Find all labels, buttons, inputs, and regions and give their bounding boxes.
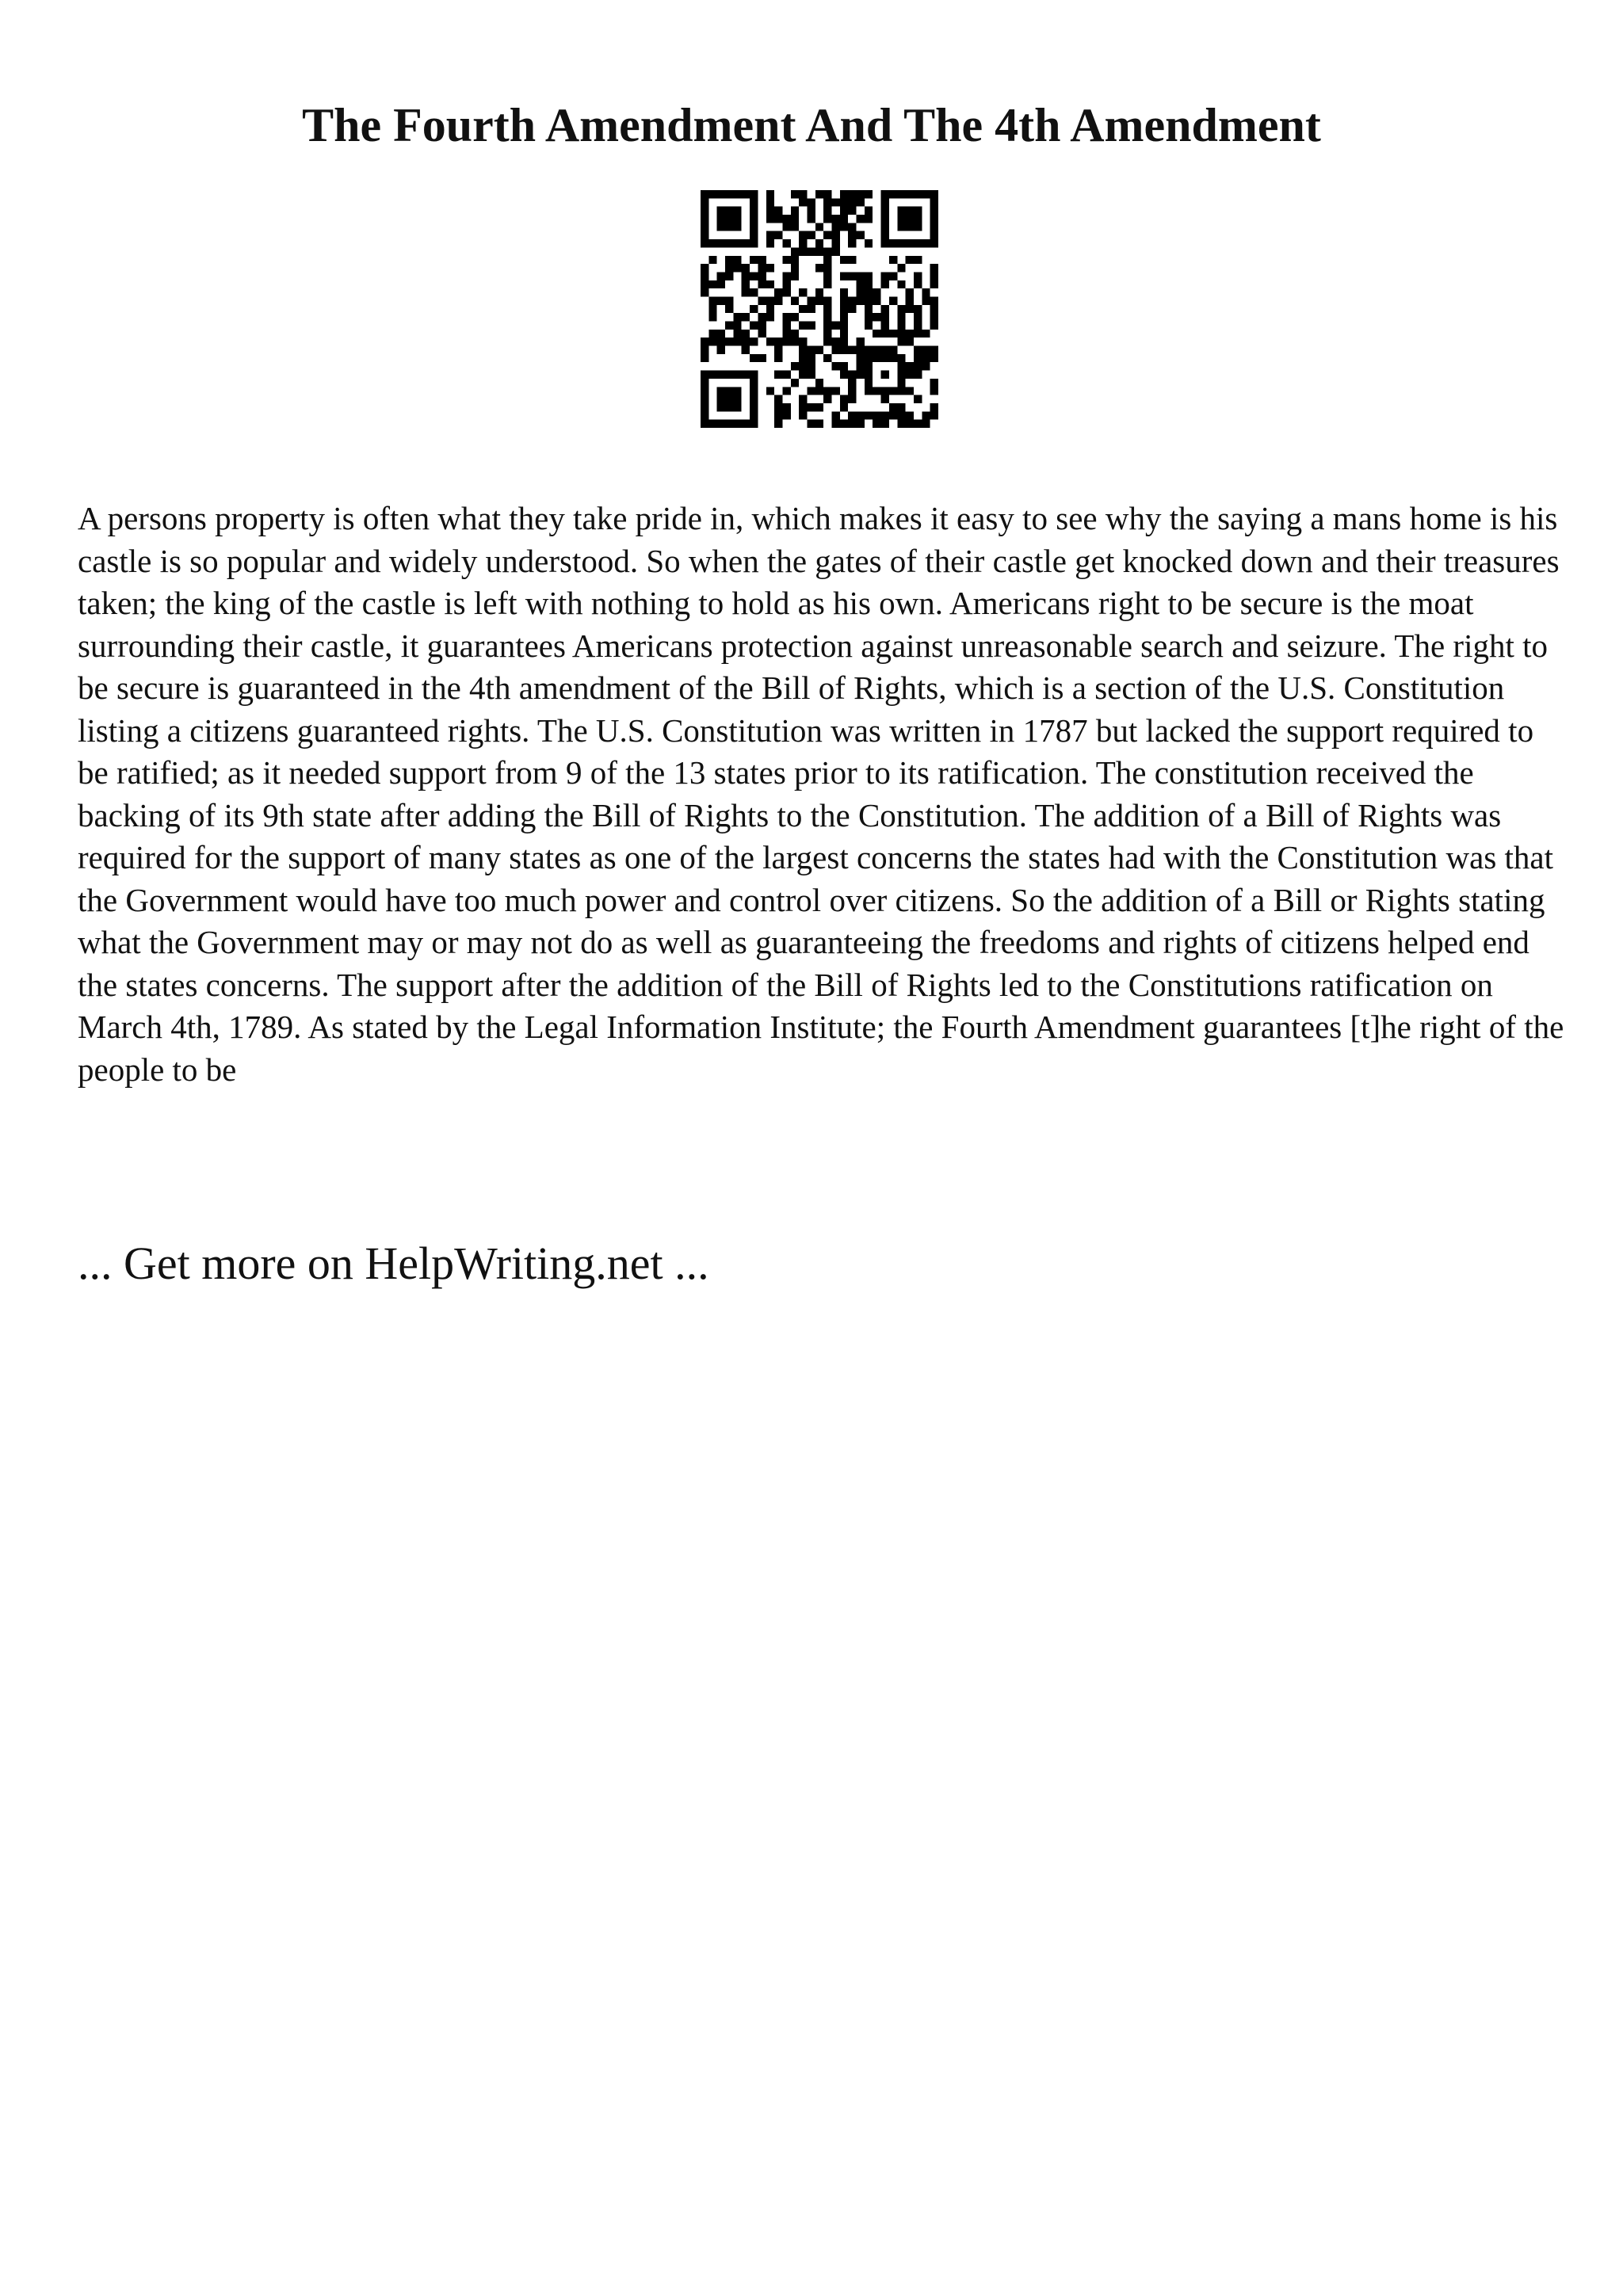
document-title: The Fourth Amendment And The 4th Amendment bbox=[302, 99, 1321, 151]
qr-code-icon[interactable] bbox=[701, 190, 938, 428]
get-more-link[interactable]: ... Get more on HelpWriting.net ... bbox=[78, 1238, 709, 1289]
essay-excerpt: A persons property is often what they take pride in, which makes it easy to see why the saying a mans home is his castle is so popular and widely understood. So when the gates of their castle get knocked down and their treasures taken; the king of the castle is left with nothing to hold as his own. Americans right to be secure is the moat surrounding their castle, it guarantees Americans protection against unreasonable search and seizure. The right to be secure is guaranteed in the 4th amendment of the Bill of Rights, which is a section of the U.S. Constitution listing a citizens guaranteed rights. The U.S. Constitution was written in 1787 but lacked the support required to be ratified; as it needed support from 9 of the 13 states prior to its ratification. The constitution received the backing of its 9th state after adding the Bill of Rights to the Constitution. The addition of a Bill of Rights was required for the support of many states as one of the largest concerns the states had with the Constitution was that the Government would have too much power and control over citizens. So the addition of a Bill or Rights stating what the Government may or may not do as well as guaranteeing the freedoms and rights of citizens helped end the states concerns. The support after the addition of the Bill of Rights led to the Constitutions ratification on March 4th, 1789. As stated by the Legal Information Institute; the Fourth Amendment guarantees [t]he right of the people to be bbox=[78, 500, 1564, 1088]
